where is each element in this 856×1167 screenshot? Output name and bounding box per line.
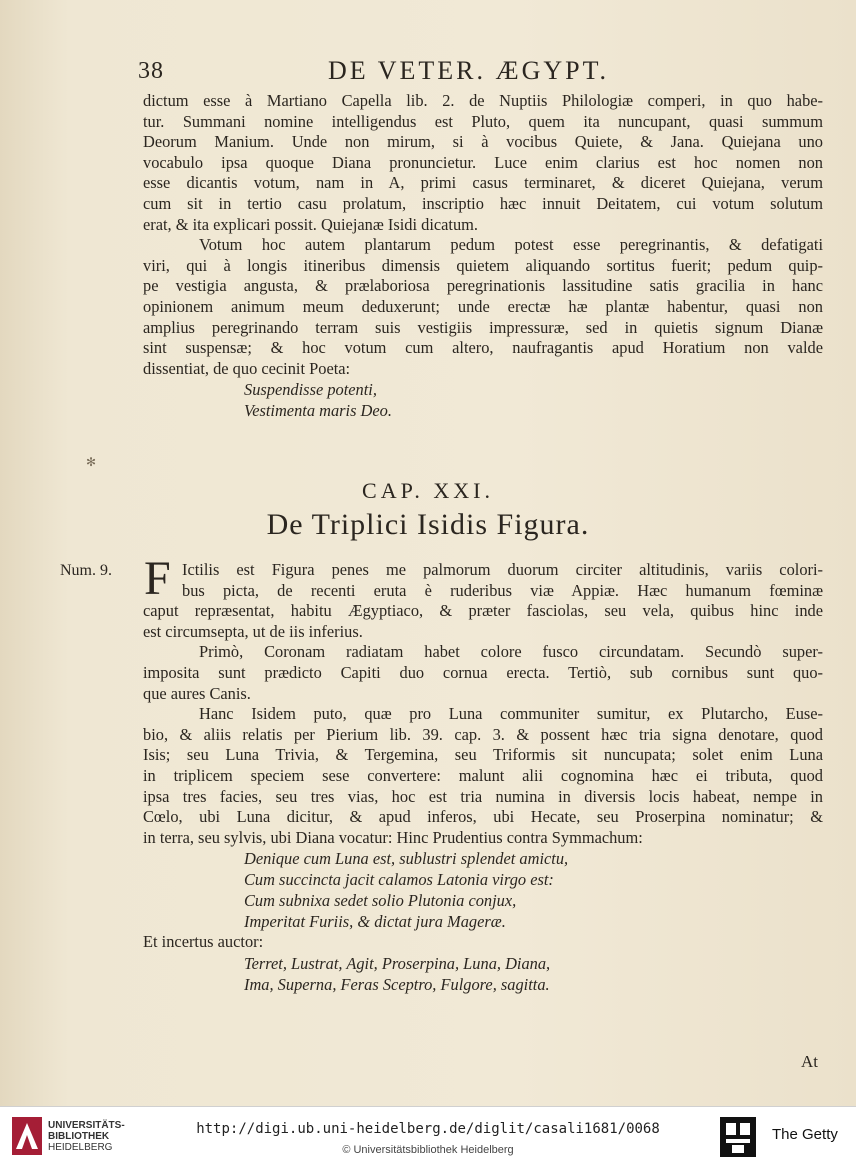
copyright-notice: © Universitätsbibliothek Heidelberg	[342, 1144, 514, 1156]
chapter-number: CAP. XXI.	[362, 478, 494, 503]
getty-logo-icon[interactable]	[718, 1115, 758, 1159]
text-line: dissentiat, de quo cecinit Poeta:	[143, 358, 351, 378]
text-line: Primò, Coronam radiatam habet colore fusco circundatam. Secundò super-	[199, 642, 823, 662]
margin-note: Num. 9.	[60, 562, 112, 579]
text-line: Isis; seu Luna Trivia, & Tergemina, seu Triformis sit nuncupata; solet enim Luna	[143, 745, 823, 765]
library-name-line2: BIBLIOTHEK	[48, 1131, 110, 1142]
text-line: bio, & aliis relatis per Pierium lib. 39. cap. 3. & possent hæc tria signa denotare, quod	[143, 724, 823, 744]
text-line: esse dicantis votum, nam in A, primi casus terminaret, & diceret Quiejana, verum	[143, 173, 823, 193]
text-line: imposita sunt prædicto Capiti duo cornua erecta. Tertiò, sub cornibus sunt quo-	[143, 662, 823, 682]
text-line: Et incertus auctor:	[143, 932, 264, 952]
text-line: sint suspensæ; & hoc votum cum altero, naufragantis apud Horatium non valde	[143, 338, 823, 358]
verse-line: Vestimenta maris Deo.	[244, 401, 392, 421]
page-number: 38	[138, 58, 164, 84]
library-name-line3: HEIDELBERG	[48, 1142, 113, 1153]
text-line: dictum esse à Martiano Capella lib. 2. de Nuptiis Philologiæ comperi, in quo habe-	[143, 91, 823, 110]
verse-line: Suspendisse potenti,	[244, 380, 377, 400]
text-line: est circumsepta, ut de iis inferius.	[143, 621, 363, 641]
verse-line: Imperitat Furiis, & dictat jura Mageræ.	[244, 912, 506, 932]
permalink-url[interactable]: http://digi.ub.uni-heidelberg.de/diglit/casali1681/0068	[196, 1121, 660, 1137]
text-line: opinionem animum meum deduxerunt; unde erectæ hæ plantæ habentur, quasi non	[143, 296, 823, 316]
text-line: viri, qui à longis itineribus dimensis quietem aliquando sortitus fuerit; pedum quip-	[143, 255, 823, 275]
text-line: cum sit in tertio casu prolatum, inscriptio hæc innuit Deitatem, cui votum solutum	[143, 193, 823, 213]
section-1-text	[143, 91, 823, 421]
chapter-text	[143, 601, 823, 995]
text-line: Votum hoc autem plantarum pedum potest esse peregrinantis, & defatigati	[199, 235, 823, 255]
text-line: que aures Canis.	[143, 683, 251, 703]
page-header	[130, 56, 830, 90]
chapter-title: De Triplici Isidis Figura.	[266, 508, 590, 541]
viewer-footer	[0, 1106, 856, 1167]
chapter-para-1-first	[182, 560, 823, 601]
verse-line: Ima, Superna, Feras Sceptro, Fulgore, sagitta.	[244, 974, 550, 994]
verse-line: Denique cum Luna est, sublustri splendet amictu,	[244, 849, 569, 869]
text-line: in terra, seu sylvis, ubi Diana vocatur: Hinc Prudentius contra Symmachum:	[143, 827, 643, 847]
text-line: bus picta, de recenti eruta è ruderibus viæ Appiæ. Hæc humanum fœminæ	[182, 580, 823, 600]
verse-line: Cum subnixa sedet solio Plutonia conjux,	[244, 891, 517, 911]
text-line: tur. Summani nomine intelligendus est Pluto, quem ita nuncupant, quasi summum	[143, 111, 823, 131]
verse-line: Terret, Lustrat, Agit, Proserpina, Luna, Diana,	[244, 953, 551, 973]
text-line: Deorum Manium. Unde non mirum, si à vocibus Quiete, & Jana. Quiejana uno	[143, 132, 823, 152]
text-line: Cœlo, ubi Luna dicitur, & apud inferos, ubi Hecate, seu Proserpina nominatur; &	[143, 807, 823, 827]
text-line: amplius peregrinando terram suis vestigiis impressuræ, sed in quietis signum Dianæ	[143, 317, 823, 337]
verse-line: Cum succincta jacit calamos Latonia virgo est:	[244, 870, 554, 890]
printer-ornament: ✻	[86, 455, 97, 469]
text-line: vocabulo ipsa quoque Diana pronuncietur. Luce enim clarius est hoc nomen non	[143, 152, 823, 172]
text-line: erat, & ita explicari possit. Quiejanæ Isidi dicatum.	[143, 214, 479, 234]
text-line: pe vestigia angusta, & prælaboriosa peregrinationis lassitudine satis gracilia in hanc	[143, 276, 823, 296]
text-line: in triplicem speciem sese convertere: malunt alii cognomina hæc ei tributa, quod	[143, 765, 823, 785]
library-name-line1: UNIVERSITÄTS-	[48, 1120, 125, 1131]
text-line: Ictilis est Figura penes me palmorum duorum circiter altitudinis, variis colori-	[182, 560, 823, 579]
catchword: At	[801, 1052, 818, 1071]
text-line: ipsa tres facies, seu tres vias, hoc est tria numina in diversis locis habeat, nempe in	[143, 786, 823, 806]
text-line: Hanc Isidem puto, quæ pro Luna communiter sumitur, ex Plutarcho, Euse-	[199, 704, 823, 724]
partner-name[interactable]: The Getty	[772, 1126, 838, 1143]
running-title: DE VETER. ÆGYPT.	[328, 56, 610, 85]
text-line: caput repræsentat, habitu Ægyptiaco, & præter fasciolas, seu vela, quibus hinc inde	[143, 601, 823, 621]
drop-initial: F	[144, 552, 171, 605]
